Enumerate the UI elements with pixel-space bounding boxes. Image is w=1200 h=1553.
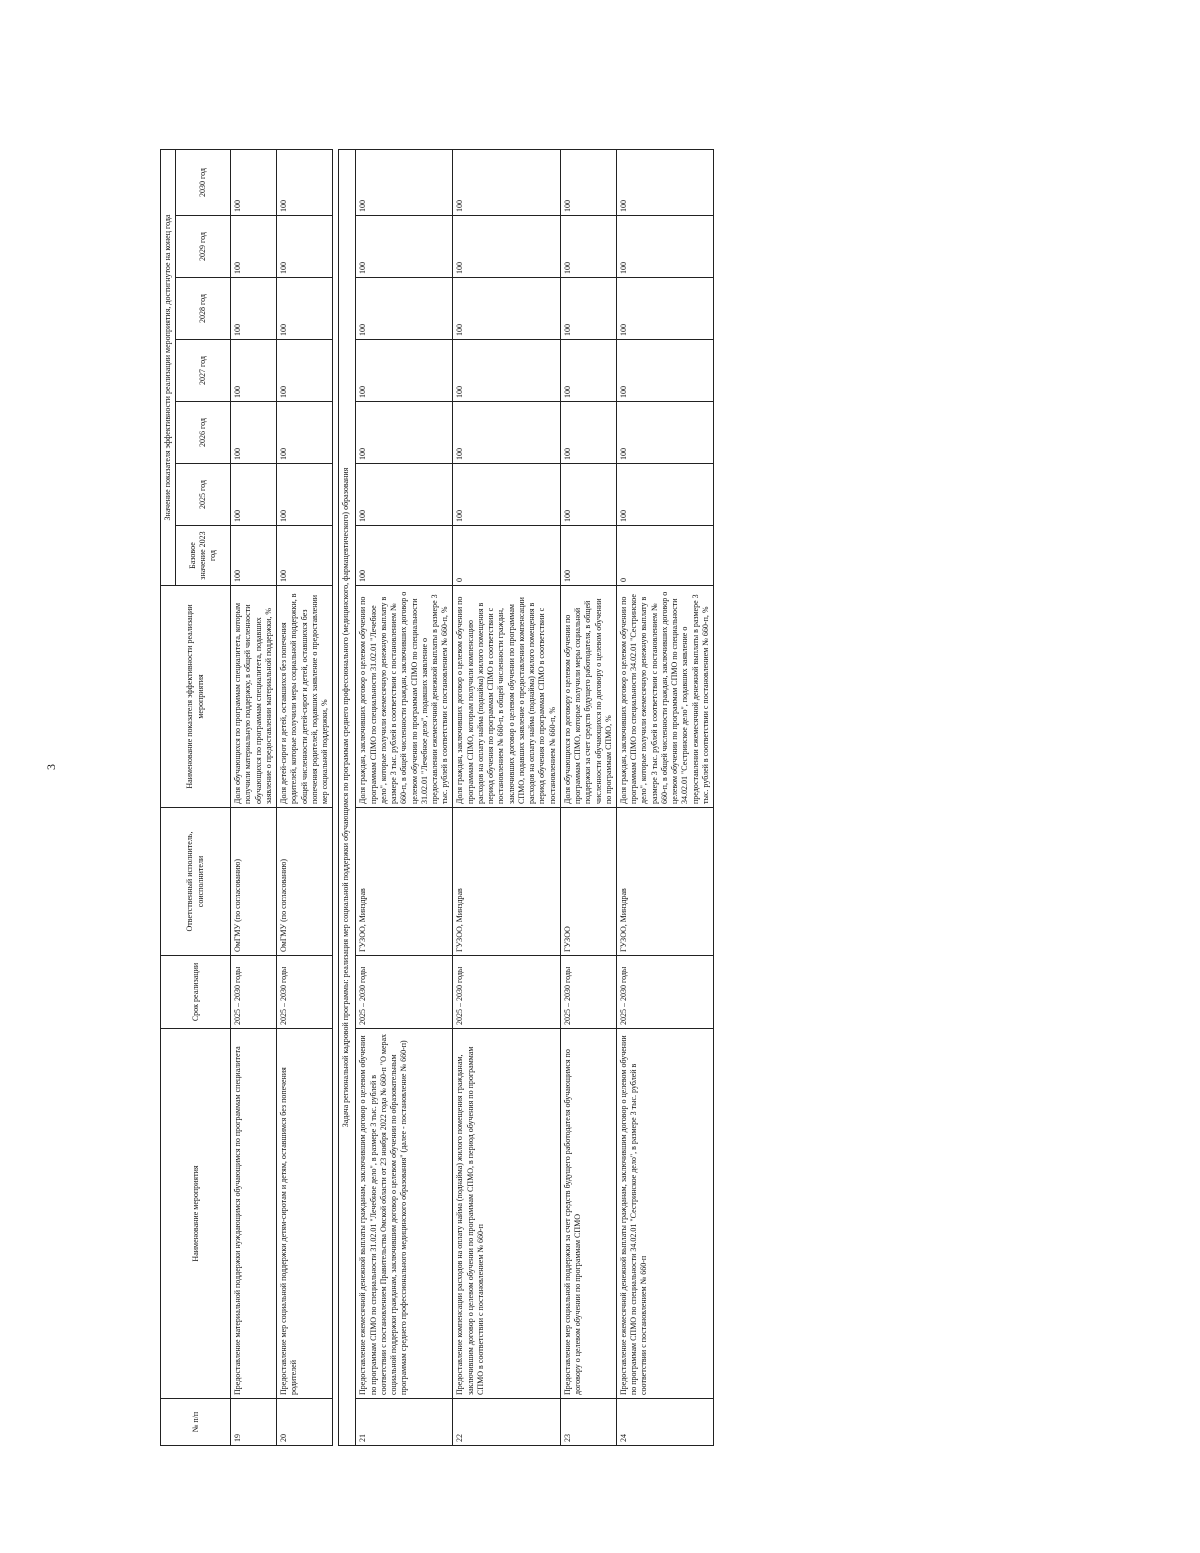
row-name: Предоставление ежемесячной денежной выплаты гражданам, заключившим договор о целевом обучении по программам СПМО по специальности 34.02.01 "Сестринское дело", в размере 3 тыс. рублей в соответствии с постановлением № 660-п bbox=[616, 1029, 713, 1399]
row-value: 100 bbox=[616, 402, 713, 464]
row-indicator: Доля обучающихся по программам специалитета, которым получили материальную поддержку, в общей численности обучающихся по программам специалитета, подавших заявление о предоставлении материальной поддержки, % bbox=[231, 586, 277, 808]
table-row bbox=[560, 149, 616, 1445]
row-indicator: Доля граждан, заключивших договор о целевом обучении по программам СПМО, которым получили компенсацию расходов на оплату найма (поднайма) жилого помещения в период обучения по программам СПМО в соответствии с постановлением № 660-п, в общей численности граждан, заключивших договор о целевом обучении по программам СПМО, подавших заявление о предоставлении компенсации расходов на оплату найма (поднайма) жилого помещения в период обучения по программам СПМО в соответствии с постановлением № 660-п, % bbox=[453, 586, 560, 808]
row-name: Предоставление ежемесячной денежной выплаты гражданам, заключившим договор о целевом обучении по программам СПМО по специальности 31.02.01 "Лечебное дело", в размере 3 тыс. рублей в соответствии с постановлением Правительства Омской области от 23 ноября 2022 года № 660-п "О мерах социальной поддержки гражданам, заключившим договор о целевом обучении по образовательным программам среднего профессионального медицинского образования" (далее - постановление № 660-п) bbox=[356, 1029, 453, 1399]
row-value: 100 bbox=[277, 278, 333, 340]
row-value: 100 bbox=[616, 216, 713, 278]
row-executor: ГУЗОО, Минздрав bbox=[453, 808, 560, 956]
row-value: 100 bbox=[231, 526, 277, 586]
row-value: 100 bbox=[231, 464, 277, 526]
row-term: 2025 – 2030 годы bbox=[356, 956, 453, 1029]
row-num: 21 bbox=[356, 1399, 453, 1446]
row-value: 100 bbox=[356, 464, 453, 526]
section-title: Задача региональной кадровой программы: реализация мер социальной поддержки обучающимся по программам среднего профессионального (медицинского, фармацевтического) образования bbox=[339, 149, 356, 1445]
header-term: Срок реализации bbox=[161, 956, 231, 1029]
row-value: 100 bbox=[356, 149, 453, 215]
row-value: 100 bbox=[277, 149, 333, 215]
table-row bbox=[616, 149, 713, 1445]
row-value: 100 bbox=[231, 149, 277, 215]
section-row bbox=[339, 149, 356, 1445]
table-row bbox=[356, 149, 453, 1445]
row-value: 100 bbox=[560, 278, 616, 340]
row-value: 100 bbox=[453, 149, 560, 215]
header-year: Базовое значение 2023 год bbox=[176, 526, 231, 586]
row-value: 100 bbox=[277, 464, 333, 526]
row-value: 100 bbox=[616, 278, 713, 340]
header-year: 2026 год bbox=[176, 402, 231, 464]
header-year: 2029 год bbox=[176, 216, 231, 278]
row-executor: ГУЗОО, Минздрав bbox=[356, 808, 453, 956]
row-name: Предоставление мер социальной поддержки за счет средств будущего работодателя обучающимся по договору о целевом обучении по программам СПМО bbox=[560, 1029, 616, 1399]
row-num: 22 bbox=[453, 1399, 560, 1446]
header-year: 2030 год bbox=[176, 149, 231, 215]
row-indicator: Доля обучающихся по договору о целевом обучении по программам СПМО, которые получили меры социальной поддержки за счет средств будущего работодателя, в общей численности обучающихся по договору о целевом обучении по программам СПМО, % bbox=[560, 586, 616, 808]
row-num: 19 bbox=[231, 1399, 277, 1446]
row-indicator: Доля граждан, заключивших договор о целевом обучении по программам СПМО по специальности 34.02.01 "Сестринское дело", которые получили ежемесячную денежную выплату в размере 3 тыс. рублей в соответствии с постановлением № 660-п, в общей численности граждан, заключивших договор о целевом обучении по программам СПМО по специальности 34.02.01 "Сестринское дело", подавших заявление о предоставлении ежемесячной денежной выплаты в размере 3 тыс. рублей в соответствии с постановлением № 660-п, % bbox=[616, 586, 713, 808]
row-num: 23 bbox=[560, 1399, 616, 1446]
header-indicator: Наименование показателя эффективности реализации мероприятия bbox=[161, 586, 231, 808]
row-name: Предоставление материальной поддержки нуждающимся обучающимся по программам специалитета bbox=[231, 1029, 277, 1399]
row-term: 2025 – 2030 годы bbox=[453, 956, 560, 1029]
row-value: 100 bbox=[453, 216, 560, 278]
row-value: 100 bbox=[231, 402, 277, 464]
row-value: 100 bbox=[560, 464, 616, 526]
header-values-group: Значение показателя эффективности реализации мероприятия, достигнутое на конец года bbox=[161, 149, 176, 585]
measures-table bbox=[160, 149, 714, 1446]
row-value: 100 bbox=[356, 216, 453, 278]
row-value: 100 bbox=[356, 526, 453, 586]
row-value: 100 bbox=[560, 402, 616, 464]
row-value: 100 bbox=[453, 278, 560, 340]
row-name: Предоставление мер социальной поддержки детям-сиротам и детям, оставшимся без попечения родителей bbox=[277, 1029, 333, 1399]
row-value: 100 bbox=[560, 216, 616, 278]
row-term: 2025 – 2030 годы bbox=[560, 956, 616, 1029]
header-name: Наименование мероприятия bbox=[161, 1029, 231, 1399]
row-indicator: Доля детей-сирот и детей, оставшихся без попечения родителей, которые получили меры социальной поддержки, в общей численности детей-сирот и детей, оставшихся без попечения родителей, подавших заявление о предоставлении мер социальной поддержки, % bbox=[277, 586, 333, 808]
row-value: 0 bbox=[616, 526, 713, 586]
header-year: 2027 год bbox=[176, 340, 231, 402]
row-value: 100 bbox=[616, 149, 713, 215]
row-term: 2025 – 2030 годы bbox=[277, 956, 333, 1029]
row-indicator: Доля граждан, заключивших договор о целевом обучении по программам СПМО по специальности 31.02.01 "Лечебное дело", которые получили ежемесячную денежную выплату в размере 3 тыс. рублей в соответствии с постановлением № 660-п, в общей численности граждан, заключивших договор о целевом обучении по программам СПМО по специальности 31.02.01 "Лечебное дело", подавших заявление о предоставлении ежемесячной денежной выплаты в размере 3 тыс. рублей в соответствии с постановлением № 660-п, % bbox=[356, 586, 453, 808]
row-value: 100 bbox=[277, 402, 333, 464]
row-value: 100 bbox=[453, 340, 560, 402]
row-term: 2025 – 2030 годы bbox=[616, 956, 713, 1029]
row-executor: ОмГМУ (по согласованию) bbox=[231, 808, 277, 956]
header-row-top bbox=[161, 149, 176, 1445]
table-row bbox=[277, 149, 333, 1445]
row-value: 100 bbox=[453, 464, 560, 526]
row-value: 100 bbox=[616, 340, 713, 402]
row-value: 100 bbox=[277, 340, 333, 402]
row-value: 100 bbox=[560, 340, 616, 402]
header-year: 2025 год bbox=[176, 464, 231, 526]
page-number: 3 bbox=[44, 764, 58, 770]
row-value: 100 bbox=[356, 402, 453, 464]
row-term: 2025 – 2030 годы bbox=[231, 956, 277, 1029]
table-row bbox=[231, 149, 277, 1445]
row-value: 100 bbox=[231, 216, 277, 278]
row-value: 100 bbox=[277, 216, 333, 278]
row-value: 100 bbox=[356, 278, 453, 340]
header-num: № п/п bbox=[161, 1399, 231, 1446]
row-value: 100 bbox=[560, 526, 616, 586]
row-value: 100 bbox=[231, 340, 277, 402]
row-executor: ГУЗОО bbox=[560, 808, 616, 956]
row-value: 0 bbox=[453, 526, 560, 586]
row-value: 100 bbox=[277, 526, 333, 586]
row-value: 100 bbox=[616, 464, 713, 526]
row-value: 100 bbox=[453, 402, 560, 464]
rotated-table-wrapper bbox=[160, 150, 906, 1446]
header-executor: Ответственный исполнитель, соисполнители bbox=[161, 808, 231, 956]
row-num: 24 bbox=[616, 1399, 713, 1446]
header-year: 2028 год bbox=[176, 278, 231, 340]
row-name: Предоставление компенсации расходов на оплату найма (поднайма) жилого помещения гражданам, заключившим договор о целевом обучении по программам СПМО, в период обучения по программам СПМО в соответствии с постановлением № 660-п bbox=[453, 1029, 560, 1399]
row-value: 100 bbox=[560, 149, 616, 215]
row-num: 20 bbox=[277, 1399, 333, 1446]
row-executor: ГУЗОО, Минздрав bbox=[616, 808, 713, 956]
table-row bbox=[453, 149, 560, 1445]
row-value: 100 bbox=[231, 278, 277, 340]
row-value: 100 bbox=[356, 340, 453, 402]
row-executor: ОмГМУ (по согласованию) bbox=[277, 808, 333, 956]
